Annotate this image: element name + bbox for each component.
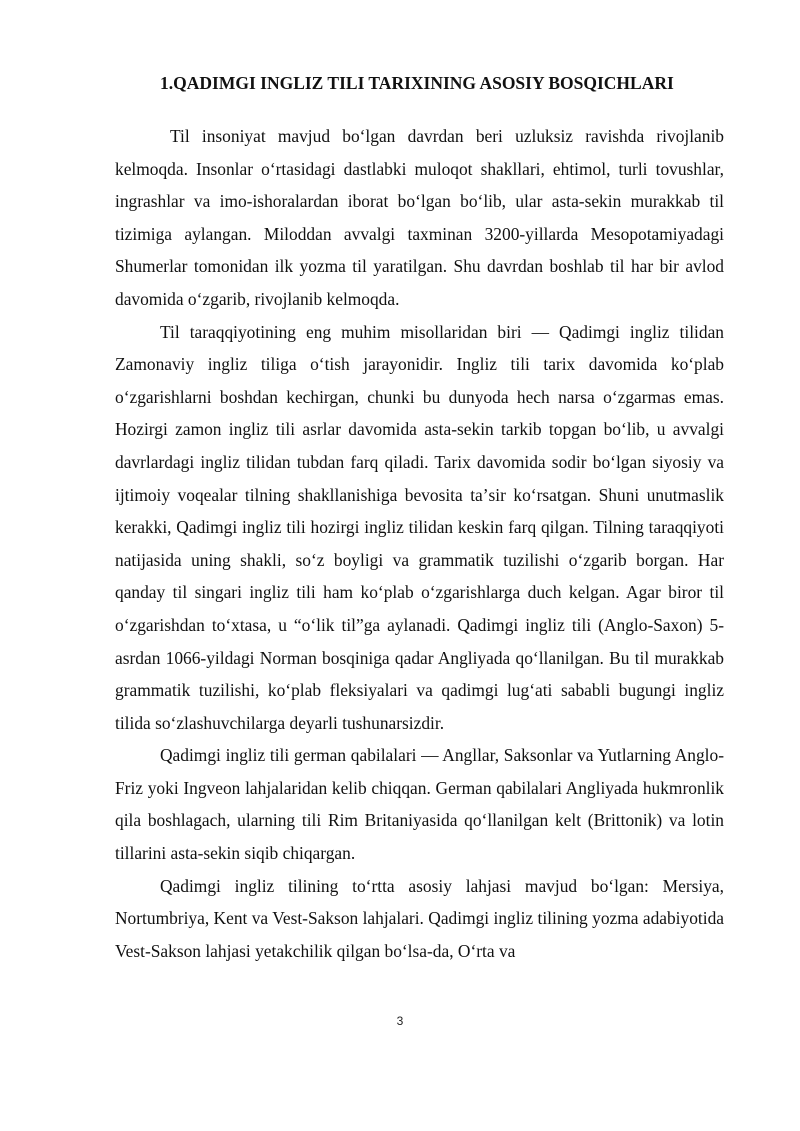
- paragraph-3: Qadimgi ingliz tili german qabilalari — Angllar, Saksonlar va Yutlarning Anglo-Friz yoki Ingveon lahjalaridan kelib chiqqan. German qabilalari Angliyada hukmronlik qila boshlagach, ularning tili Rim Britaniyasida qoʻllanilgan kelt (Brittonik) va lotin tillarini asta-sekin siqib chiqargan.: [115, 745, 724, 864]
- page-title: 1.QADIMGI INGLIZ TILI TARIXINING ASOSIY BOSQICHLARI: [160, 73, 674, 93]
- paragraph-4: Qadimgi ingliz tilining toʻrtta asosiy lahjasi mavjud boʻlgan: Mersiya, Nortumbriya, Kent va Vest-Sakson lahjalari. Qadimgi ingliz tilining yozma adabiyotida Vest-Sakson lahjasi yetakchilik qilgan boʻlsa-da, Oʻrta va: [115, 875, 724, 961]
- body-text: [115, 120, 724, 967]
- page-number: 3: [396, 1014, 404, 1028]
- paragraph-2: Til taraqqiyotining eng muhim misollaridan biri — Qadimgi ingliz tilidan Zamonaviy ingliz tiliga oʻtish jarayonidir. Ingliz tili tarix davomida koʻplab oʻzgarishlarni boshdan kechirgan, chunki bu dunyoda hech narsa oʻzgarmas emas. Hozirgi zamon ingliz tili asrlar davomida asta-sekin tarkib topgan boʻlib, u avvalgi davrlardagi ingliz tilidan tubdan farq qiladi. Tarix davomida sodir boʻlgan siyosiy va ijtimoiy voqealar tilning shakllanishiga bevosita taʼsir koʻrsatgan. Shuni unutmaslik kerakki, Qadimgi ingliz tili hozirgi ingliz tilidan keskin farq qilgan. Tilning taraqqiyoti natijasida uning shakli, soʻz boyligi va grammatik tuzilishi oʻzgarib borgan. Har qanday til singari ingliz tili ham koʻplab oʻzgarishlarga duch kelgan. Agar biror til oʻzgarishdan toʻxtasa, u “oʻlik til”ga aylanadi. Qadimgi ingliz tili (Anglo-Saxon) 5-asrdan 1066-yildagi Norman bosqiniga qadar Angliyada qoʻllanilgan. Bu til murakkab grammatik tuzilishi, koʻplab fleksiyalari va qadimgi lugʻati sababli bugungi ingliz tilida soʻzlashuvchilarga deyarli tushunarsizdir.: [115, 321, 724, 733]
- paragraph-1: Til insoniyat mavjud boʻlgan davrdan beri uzluksiz ravishda rivojlanib kelmoqda. Insonlar oʻrtasidagi dastlabki muloqot shakllari, ehtimol, turli tovushlar, ingrashlar va imo-ishoralardan iborat boʻlgan boʻlib, ular asta-sekin murakkab til tizimiga aylangan. Miloddan avvalgi taxminan 3200-yillarda Mesopotamiyadagi Shumerlar tomonidan ilk yozma til yaratilgan. Shu davrdan boshlab til har bir avlod davomida oʻzgarib, rivojlanib kelmoqda.: [115, 126, 724, 309]
